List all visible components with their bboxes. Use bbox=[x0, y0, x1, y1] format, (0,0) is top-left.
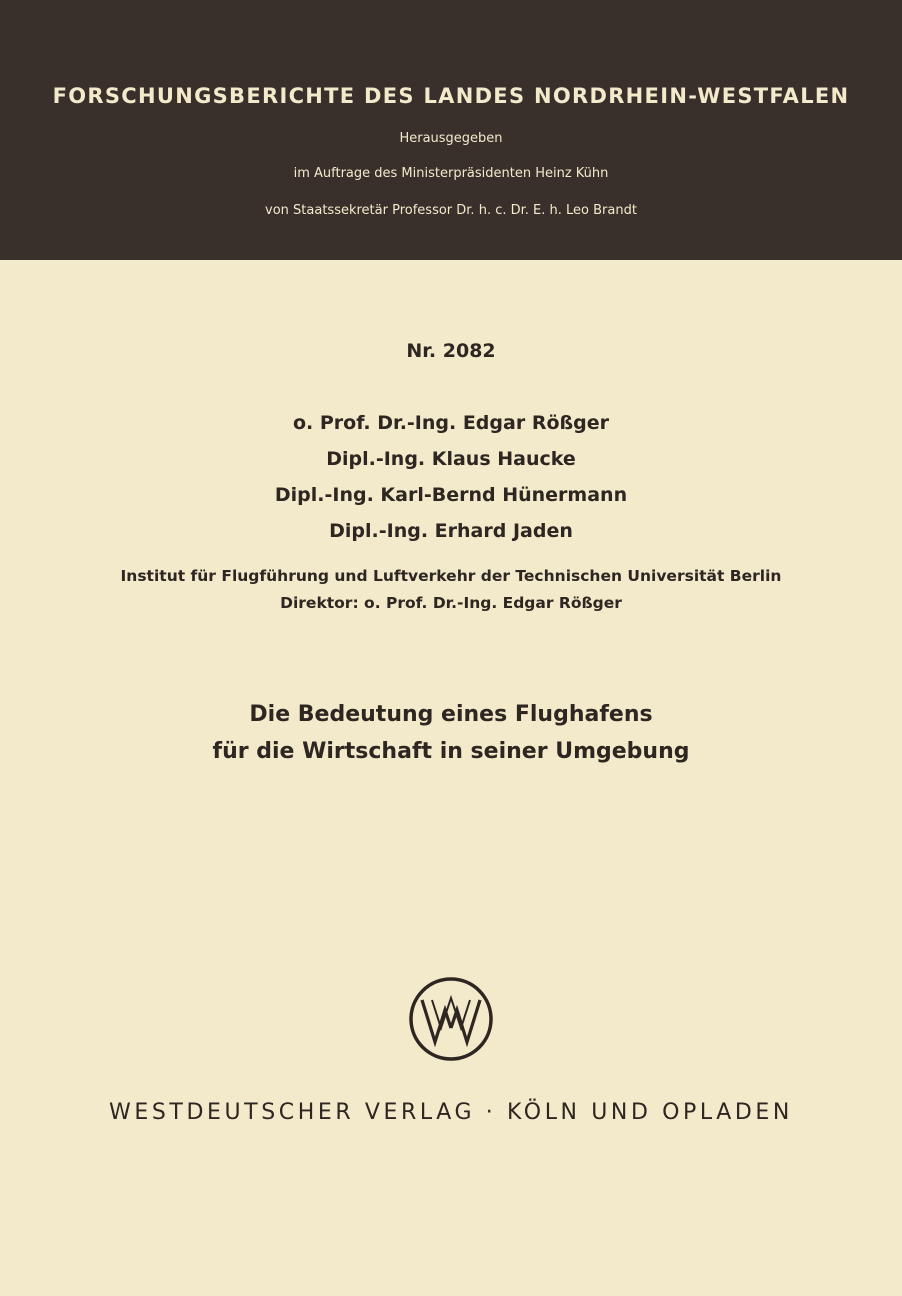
editor-line-published: Herausgegeben bbox=[399, 131, 503, 146]
westdeutscher-verlag-w-logo-icon bbox=[408, 976, 494, 1062]
author-1: o. Prof. Dr.-Ing. Edgar Rößger bbox=[292, 412, 610, 434]
author-3: Dipl.-Ing. Karl-Bernd Hünermann bbox=[274, 484, 628, 506]
editor-line-editor: von Staatssekretär Professor Dr. h. c. Dr. E. h. Leo Brandt bbox=[265, 203, 637, 218]
book-title-line-1: Die Bedeutung eines Flughafens bbox=[249, 702, 653, 727]
publisher-line: WESTDEUTSCHER VERLAG · KÖLN UND OPLADEN bbox=[108, 1100, 793, 1125]
author-4: Dipl.-Ing. Erhard Jaden bbox=[329, 520, 573, 542]
institute-director: Direktor: o. Prof. Dr.-Ing. Edgar Rößger bbox=[280, 594, 622, 612]
book-title-line-2: für die Wirtschaft in seiner Umgebung bbox=[212, 739, 690, 764]
editor-line-commission: im Auftrage des Ministerpräsidenten Heinz Kühn bbox=[293, 166, 609, 181]
report-number: Nr. 2082 bbox=[406, 340, 496, 362]
institute-name: Institut für Flugführung und Luftverkehr der Technischen Universität Berlin bbox=[120, 567, 782, 585]
series-header-band bbox=[0, 0, 902, 260]
author-2: Dipl.-Ing. Klaus Haucke bbox=[326, 448, 576, 470]
series-title: FORSCHUNGSBERICHTE DES LANDES NORDRHEIN-WESTFALEN bbox=[52, 84, 850, 108]
